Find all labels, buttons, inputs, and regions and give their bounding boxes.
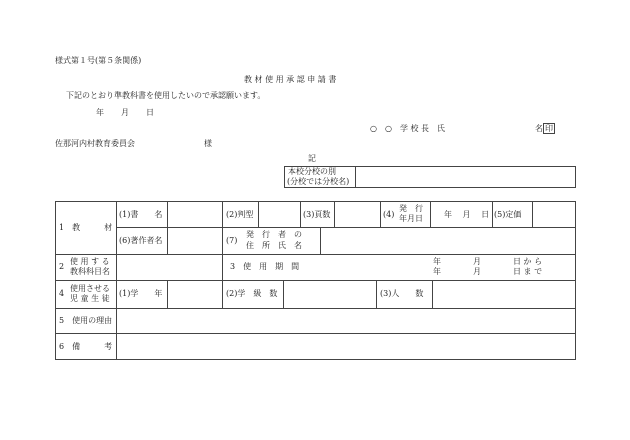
date-day: 日 [146,108,154,117]
reason-field[interactable] [118,310,574,331]
pubdate-label-2: 年月日 [399,214,423,223]
row-students-num: 4 [59,289,65,298]
row-reason-label: 5 使用の理由 [59,316,113,325]
remarks-field[interactable] [118,335,574,358]
intro-text: 下記のとおり準教科書を使用したいので承認願います。 [66,91,266,100]
people-field[interactable] [434,282,574,306]
row-subject-label-1: 使 用 す る [70,257,110,266]
price-field[interactable] [534,203,574,225]
row-material-label: 1 教 材 [59,223,113,232]
recipient: 佐那河内村教育委員会 [55,139,135,148]
publisher-num: (7) [226,236,238,245]
format-label: (2)判型 [226,210,254,219]
row-students-label-1: 使用させる [70,284,110,293]
author-label: (6)著作者名 [119,236,163,245]
period-to[interactable]: 年 月 日 ま で [433,267,543,276]
principal-name: ○ ○ 学 校 長 氏 [370,124,446,133]
price-label: (5)定価 [494,210,522,219]
publisher-field[interactable] [322,229,574,252]
form-number: 様式第１号(第５条関係) [55,56,142,65]
seal-mark: 印 [545,124,553,133]
format-field[interactable] [260,203,299,225]
school-branch-label: 本校分校の別 [288,167,336,176]
row-subject-label-2: 教科科目名 [70,267,110,276]
document-title: 教 材 使 用 承 認 申 請 書 [244,75,337,84]
ki-label: 記 [308,154,316,163]
pages-field[interactable] [336,203,379,225]
recipient-honorific: 様 [204,139,212,148]
date-year: 年 [96,108,104,117]
seal-prefix: 名 [535,124,543,133]
publisher-label-2: 住 所 氏 名 [246,241,302,250]
row-subject-num: 2 [59,262,65,271]
pages-label: (3)頁数 [303,210,331,219]
classes-field[interactable] [285,282,375,306]
subject-field[interactable] [118,256,221,278]
school-branch-sublabel: (分校では分校名) [287,177,350,186]
book-title-field[interactable] [169,203,221,225]
grade-label: (1)学 年 [119,289,163,298]
row-remarks-label: 6 備 考 [59,342,113,351]
author-field[interactable] [169,229,221,252]
pubdate-ymd[interactable]: 年 月 日 [444,210,490,219]
grade-field[interactable] [169,282,221,306]
date-month: 月 [121,108,129,117]
book-title-label: (1)書 名 [119,210,163,219]
classes-label: (2)学 級 数 [226,289,278,298]
row-students-label-2: 児 童 生 徒 [70,294,110,303]
seal-area [535,124,555,134]
period-from[interactable]: 年 月 日 か ら [433,257,543,266]
pubdate-num: (4) [383,210,395,219]
period-label: 3 使 用 期 間 [230,262,300,271]
school-branch-field[interactable] [357,168,573,186]
pubdate-label-1: 発 行 [399,204,423,213]
people-label: (3)人 数 [380,289,424,298]
publisher-label-1: 発 行 者 の [246,230,302,239]
